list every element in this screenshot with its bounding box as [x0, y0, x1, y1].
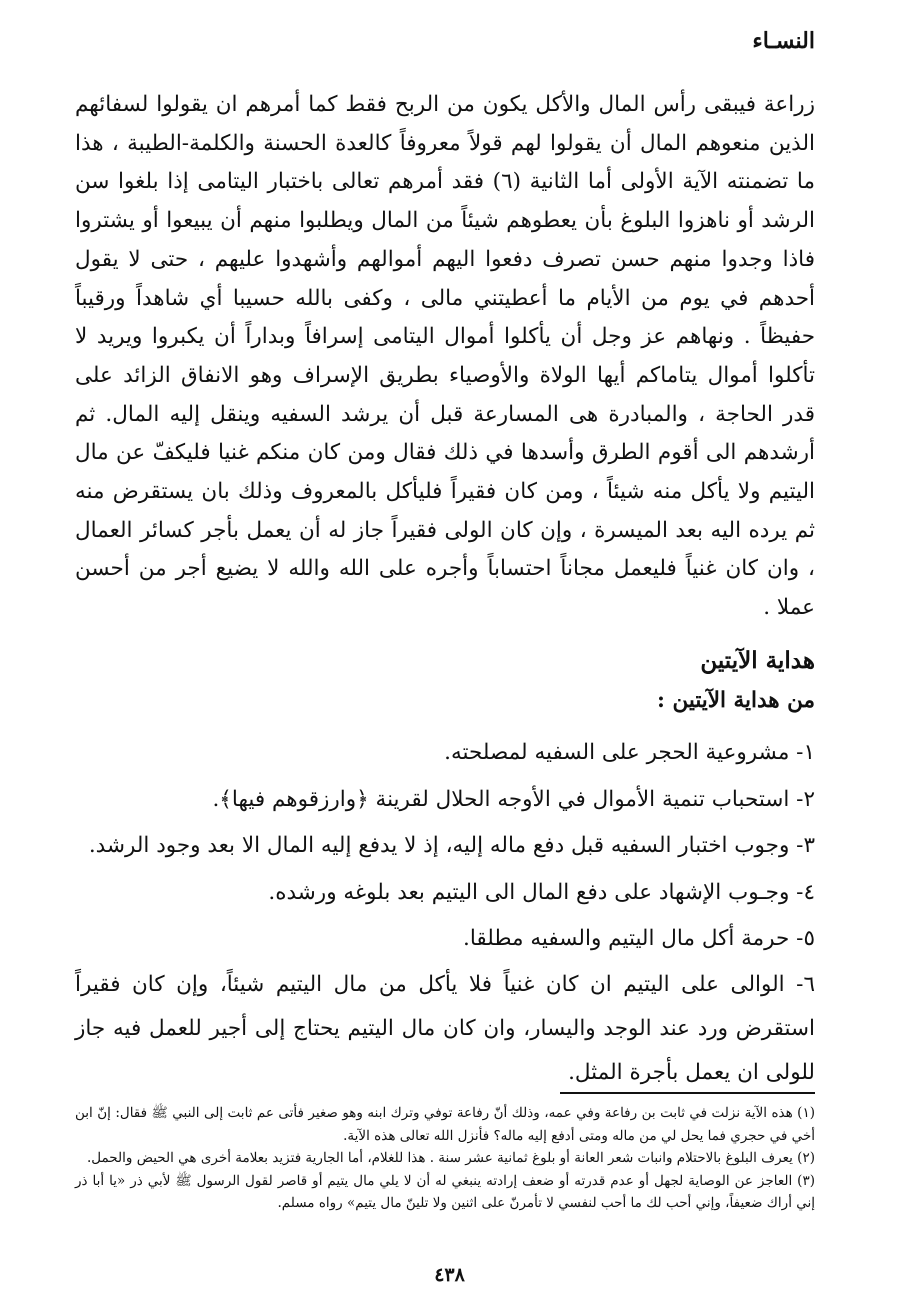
- commentary-paragraph: زراعة فيبقى رأس المال والأكل يكون من الربح فقط كما أمرهم ان يقولوا لسفائهم الذين منعوهم المال أن يقولوا لهم قولاً معروفاً كالعدة الحسنة والكلمة-الطيبة ، هذا ما تضمنته الآية الأولى أما الثانية (٦) فقد أمرهم تعالى باختبار اليتامى إذا بلغوا سن الرشد أو ناهزوا البلوغ بأن يعطوهم شيئاً من المال ويطلبوا منهم أن يبيعوا أو يشتروا فاذا وجدوا منهم حسن تصرف دفعوا اليهم أموالهم وأشهدوا عليهم ، حتى لا يقول أحدهم في يوم من الأيام ما أعطيتني مالى ، وكفى بالله حسيبا أي شاهداً ورقيباً حفيظاً . ونهاهم عز وجل أن يأكلوا أموال اليتامى إسرافاً وبداراً أن يكبروا ويريد لا تأكلوا أموال يتاماكم أيها الولاة والأوصياء بطريق الإسراف وهو الانفاق الزائد على قدر الحاجة ، والمبادرة هى المسارعة قبل أن يرشد السفيه وينقل إليه المال. ثم أرشدهم الى أقوم الطرق وأسدها في ذلك فقال ومن كان منكم غنيا فليكفّ عن مال اليتيم ولا يأكل منه شيئاً ، ومن كان فقيراً فليأكل بالمعروف وذلك بان يستقرض منه ثم يرده اليه بعد الميسرة ، وإن كان الولى فقيراً جاز له أن يعمل بأجر كسائر العمال ، وان كان غنياً فليعمل مجاناً احتساباً وأجره على الله والله لا يضيع أجر من أحسن عملا .: [75, 92, 815, 621]
- guidance-points-list: [75, 730, 815, 1095]
- guidance-point-2: ٢- استحباب تنمية الأموال في الأوجه الحلال لقرينة ﴿وارزقوهم فيها﴾.: [212, 786, 815, 812]
- page-number: ٤٣٨: [434, 1264, 465, 1286]
- guidance-point-1: ١- مشروعية الحجر على السفيه لمصلحته.: [444, 740, 815, 765]
- guidance-point-4: ٤- وجـوب الإشهاد على دفع المال الى اليتيم بعد بلوغه ورشده.: [268, 879, 815, 905]
- guidance-point-6: ٦- الوالى على اليتيم ان كان غنياً فلا يأكل من مال اليتيم شيئاً، وإن كان فقيراً استقرض ورد عند الوجد واليسار، وان كان مال اليتيم يحتاج إلى أجير للعمل فيه جاز للولى ان يعمل بأجرة المثل.: [75, 971, 815, 1085]
- commentary-body: [75, 86, 815, 628]
- footnote-separator-rule: [560, 1092, 815, 1094]
- footnote-3: (٣) العاجز عن الوصاية لجهل أو عدم قدرته أو ضعف إرادته ينبغي له أن لا يلي مال يتيم أو قاصر لقول الرسول ﷺ لأبي ذر «يا أبا ذر إني أراك ضعيفاً، وإني أحب لك ما أحب لنفسي لا تأمرنّ على اثنين ولا تلينّ مال يتيم» رواه مسلم.: [75, 1172, 815, 1212]
- footnote-1: (١) هذه الآية نزلت في ثابت بن رفاعة وفي عمه، وذلك أنّ رفاعة توفي وترك ابنه وهو صغير فأتى عم ثابت إلى النبي ﷺ فقال: إنّ ابن أخي في حجري فما يحل لي من ماله ومتى أدفع إليه ماله؟ فأنزل الله تعالى هذه الآية.: [75, 1105, 815, 1144]
- section-subtitle: من هداية الآيتين :: [657, 688, 815, 713]
- footnotes: [75, 1102, 815, 1215]
- running-header-surah-name: النسـاء: [752, 28, 815, 54]
- footnote-2: (٢) يعرف البلوغ بالاحتلام وانبات شعر العانة أو بلوغ ثمانية عشر سنة . هذا للغلام، أما الجارية فتزيد بعلامة أخرى هي الحيض والحمل.: [86, 1150, 815, 1167]
- section-title: هداية الآيتين: [700, 647, 815, 674]
- guidance-point-3: ٣- وجوب اختبار السفيه قبل دفع ماله إليه، إذ لا يدفع إليه المال الا بعد وجود الرشد.: [88, 833, 815, 858]
- guidance-point-5: ٥- حرمة أكل مال اليتيم والسفيه مطلقا.: [462, 926, 815, 951]
